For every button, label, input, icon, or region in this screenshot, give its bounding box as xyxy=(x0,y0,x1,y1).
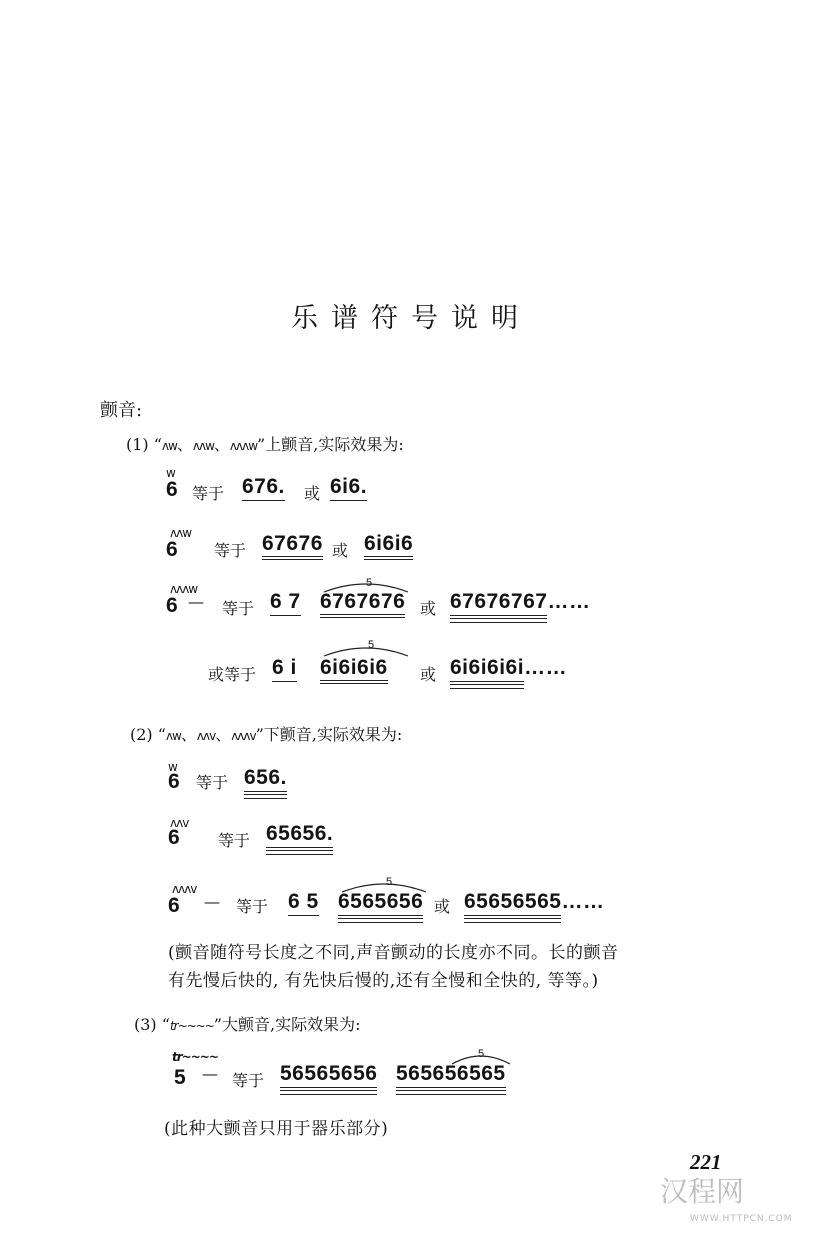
base-note: 6 xyxy=(166,538,179,561)
part2-symbol-1: ʌw xyxy=(165,729,181,743)
effect-b-text: 67676767 xyxy=(450,590,547,619)
trill-ornament-icon: w xyxy=(166,466,175,480)
part2-sep-2: 、 xyxy=(215,725,232,744)
effect-lead xyxy=(288,890,319,914)
equals-label: 等于 xyxy=(218,831,251,850)
effect-a-text: 6565656 xyxy=(338,890,423,919)
equals-label: 等于 xyxy=(196,773,229,792)
effect-lead xyxy=(272,656,297,680)
effect-a xyxy=(320,590,405,614)
effect-b-text: 6i6i6 xyxy=(364,532,413,560)
ellipsis: …… xyxy=(524,656,568,679)
note-part3: (此种大颤音只用于器乐部分) xyxy=(164,1119,389,1139)
effect-b xyxy=(364,532,413,556)
trill-ornament-icon: ʌʌʌw xyxy=(170,582,198,596)
part1-symbol-1: ʌw xyxy=(161,439,177,453)
or-label: 或 xyxy=(332,541,349,560)
effect-a-text: 65656. xyxy=(266,822,333,851)
tuplet-number: 5 xyxy=(368,639,375,651)
ellipsis: …… xyxy=(561,890,605,913)
part3-desc: ”大颤音,实际效果为: xyxy=(213,1015,361,1034)
tuplet-number: 5 xyxy=(366,577,373,589)
part2-label: (2) “ xyxy=(130,725,166,744)
mordent-ornament-icon: ʌʌv xyxy=(170,816,189,830)
or-equals-label: 或等于 xyxy=(208,665,257,684)
note-line-2: 有先慢后快的, 有先快后慢的,还有全慢和全快的, 等等。) xyxy=(168,971,599,991)
part3-symbol: tr~~~~ xyxy=(169,1019,214,1033)
part1-sep-2: 、 xyxy=(213,435,230,454)
effect-b-text: 565656565 xyxy=(396,1062,506,1091)
tuplet-number: 5 xyxy=(478,1048,485,1060)
dash: — xyxy=(202,1064,218,1083)
effect-a-text: 56565656 xyxy=(280,1062,377,1091)
part1-label: (1) “ xyxy=(126,435,162,454)
mordent-ornament-icon: w xyxy=(168,760,177,774)
section-heading: 颤音: xyxy=(100,400,143,421)
effect-lead-text: 6 7 xyxy=(270,590,301,616)
base-note: 6 xyxy=(166,594,179,617)
or-label: 或 xyxy=(304,484,321,503)
effect-b xyxy=(464,890,604,919)
effect-b xyxy=(396,1062,506,1091)
or-label: 或 xyxy=(420,665,437,684)
effect-b xyxy=(450,590,590,619)
base-note: 6 xyxy=(168,826,181,849)
effect-a-text: 656. xyxy=(244,766,287,795)
effect-b-text: 6i6. xyxy=(330,475,367,501)
part1-intro xyxy=(126,432,404,455)
effect-a-text: 6i6i6i6 xyxy=(320,656,388,684)
dash: — xyxy=(204,892,220,911)
part1-symbol-3: ʌʌʌw xyxy=(229,439,258,453)
part2-symbol-3: ʌʌʌv xyxy=(231,729,256,743)
base-note: 6 xyxy=(166,478,179,501)
page-number: 221 xyxy=(690,1150,722,1174)
base-note: 6 xyxy=(168,894,181,917)
watermark-url: WWW.HTTPCN.COM xyxy=(690,1214,793,1224)
page-title: 乐谱符号说明 xyxy=(291,303,531,334)
effect-a xyxy=(338,890,423,919)
equals-label: 等于 xyxy=(214,541,247,560)
part2-symbol-2: ʌʌv xyxy=(196,729,216,743)
or-label: 或 xyxy=(420,599,437,618)
effect-b-text: 6i6i6i6i xyxy=(450,656,524,685)
part1-desc: ”上颤音,实际效果为: xyxy=(257,435,404,454)
effect-a-text: 676. xyxy=(242,475,285,501)
effect-a xyxy=(320,656,388,680)
or-label: 或 xyxy=(434,897,451,916)
mordent-ornament-icon: ʌʌʌv xyxy=(172,882,197,896)
effect-lead-text: 6 5 xyxy=(288,890,319,916)
note-line-1: (颤音随符号长度之不同,声音颤动的长度亦不同。长的颤音 xyxy=(168,943,619,963)
effect-b-text: 65656565 xyxy=(464,890,561,919)
equals-label: 等于 xyxy=(192,484,225,503)
trill-tr-icon: tr~~~~ xyxy=(172,1050,218,1064)
part2-desc: ”下颤音,实际效果为: xyxy=(255,725,403,744)
part2-intro xyxy=(130,722,402,745)
effect-a xyxy=(280,1062,377,1091)
effect-a xyxy=(262,532,323,556)
equals-label: 等于 xyxy=(222,599,255,618)
effect-a xyxy=(242,475,285,499)
part1-sep-1: 、 xyxy=(176,435,193,454)
base-note: 6 xyxy=(168,770,181,793)
equals-label: 等于 xyxy=(232,1071,265,1090)
effect-b xyxy=(330,475,367,499)
part2-sep-1: 、 xyxy=(180,725,197,744)
ellipsis: …… xyxy=(547,590,591,613)
effect-a-text: 6767676 xyxy=(320,590,405,618)
effect-a-text: 67676 xyxy=(262,532,323,560)
effect-lead xyxy=(270,590,301,614)
effect-b xyxy=(450,656,567,685)
dash: — xyxy=(188,592,204,611)
part3-intro xyxy=(134,1012,360,1035)
effect-a xyxy=(244,766,287,795)
trill-ornament-icon: ʌʌw xyxy=(170,526,192,540)
watermark: 汉程网 xyxy=(660,1175,745,1208)
tuplet-number: 5 xyxy=(386,876,393,888)
equals-label: 等于 xyxy=(236,897,269,916)
effect-a xyxy=(266,822,333,851)
base-note: 5 xyxy=(174,1066,187,1089)
part3-label: (3) “ xyxy=(134,1015,170,1034)
part1-symbol-2: ʌʌw xyxy=(192,439,214,453)
effect-lead-text: 6 i xyxy=(272,656,297,682)
